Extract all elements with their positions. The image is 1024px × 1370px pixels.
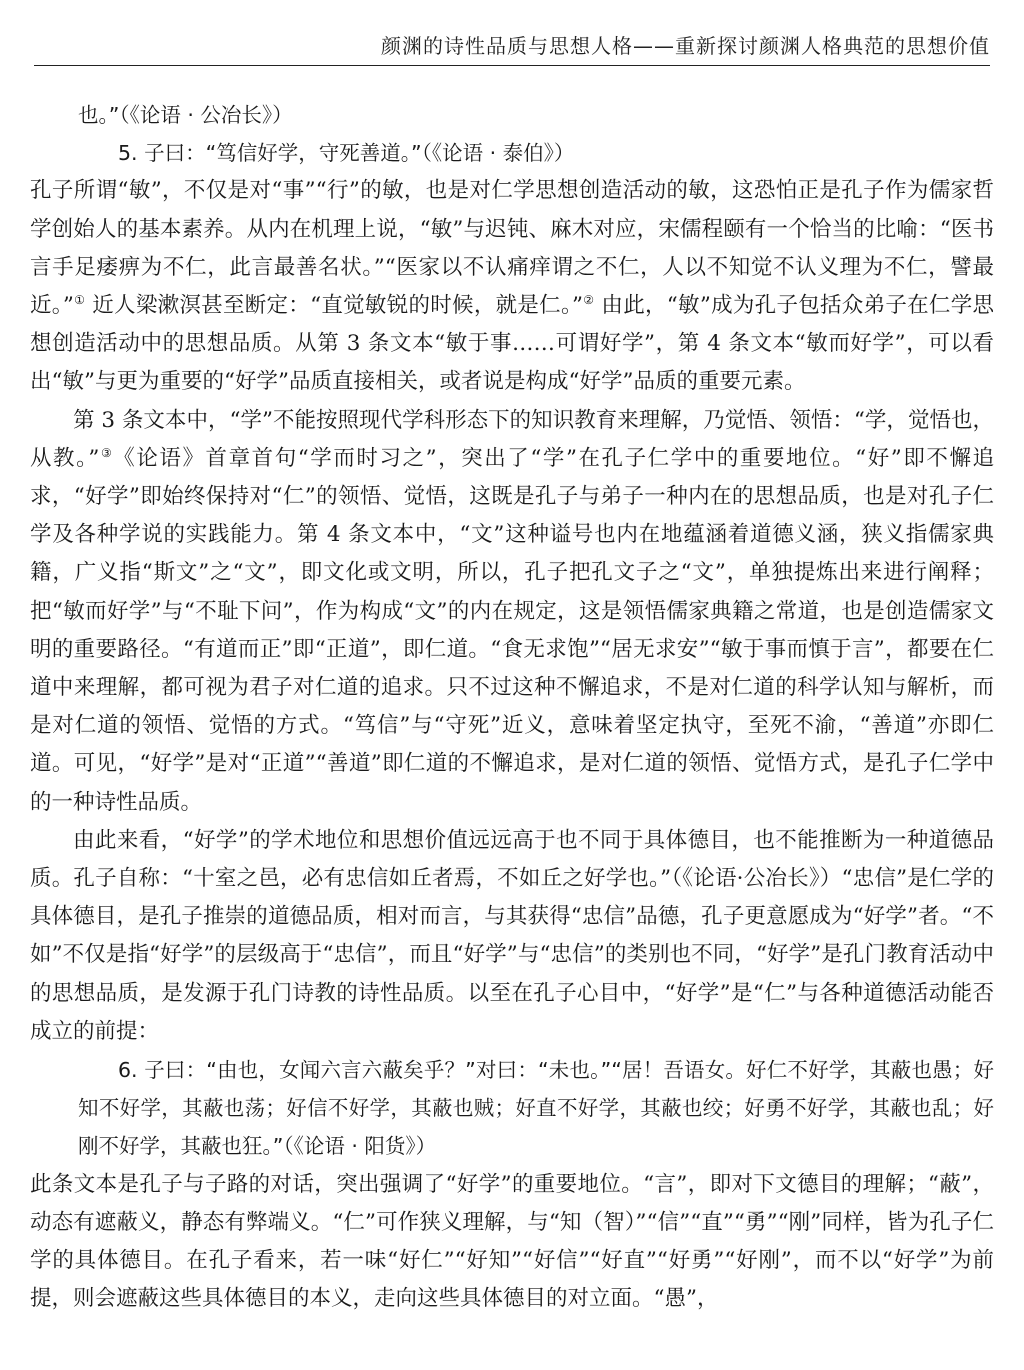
- paragraph-haoxue: [30, 402, 994, 822]
- paragraph-haoxue-text-2: 《论语》首章首句“学而时习之”，突出了“学”在孔子仁学中的重要地位。“好”即不懈追求，“好学”即始终保持对“仁”的领悟、觉悟，这既是孔子与弟子一种内在的思想品质，也是对孔子仁学及各种学说的实践能力。第 4 条文本中，“文”这种谥号也内在地蕴涵着道德义涵，狭义指儒家典籍，广义指“斯文”之“文”，即文化或文明，所以，孔子把孔文子之“文”，单独提炼出来进行阐释；把“敏而好学”与“不耻下问”，作为构成“文”的内在规定，这是领悟儒家典籍之常道，也是创造儒家文明的重要路径。“有道而正”即“正道”，即仁道。“食无求饱”“居无求安”“敏于事而慎于言”，都要在仁道中来理解，都可视为君子对仁道的追求。只不过这种不懈追求，不是对仁道的科学认知与解析，而是对仁道的领悟、觉悟的方式。“笃信”与“守死”近义，意味着坚定执守，至死不渝，“善道”亦即仁道。可见，“好学”是对“正道”“善道”即仁道的不懈追求，是对仁道的领悟、觉悟方式，是孔子仁学中的一种诗性品质。: [30, 445, 994, 815]
- footnote-marker-2[interactable]: ②: [582, 293, 595, 308]
- running-header: 颜渊的诗性品质与思想人格——重新探讨颜渊人格典范的思想价值: [34, 30, 990, 66]
- paragraph-haoxue-text-1: 第 3 条文本中，“学”不能按照现代学科形态下的知识教育来理解，乃觉悟、领悟：“学，觉悟也，从教。”: [30, 407, 994, 471]
- paragraph-youcilaikan: 由此来看，“好学”的学术地位和思想价值远远高于也不同于具体德目，也不能推断为一种道德品质。孔子自称：“十室之邑，必有忠信如丘者焉，不如丘之好学也。”（《论语·公冶长》）“忠信”是仁学的具体德目，是孔子推崇的道德品质，相对而言，与其获得“忠信”品德，孔子更意愿成为“好学”者。“不如”不仅是指“好学”的层级高于“忠信”，而且“好学”与“忠信”的类别也不同，“好学”是孔门教育活动中的思想品质，是发源于孔门诗教的诗性品质。以至在孔子心目中，“好学”是“仁”与各种道德活动能否成立的前提：: [30, 827, 994, 1044]
- footnote-marker-3[interactable]: ③: [99, 445, 114, 460]
- footnote-marker-1[interactable]: ①: [73, 293, 86, 308]
- paragraph-min-text-2: 近人梁漱溟甚至断定：“直觉敏锐的时候，就是仁。”: [85, 293, 583, 319]
- paragraph-min-text-1: 孔子所谓“敏”，不仅是对“事”“行”的敏，也是对仁学思想创造活动的敏，这恐怕正是孔子作为儒家哲学创始人的基本素养。从内在机理上说，“敏”与迟钝、麻木对应，宋儒程颐有一个恰当的比喻：“医书言手足痿痹为不仁，此言最善名状。”“医家以不认痛痒谓之不仁，人以不知觉不认义理为不仁，譬最近。”: [30, 178, 994, 319]
- paragraph-min-text-3: 由此，“敏”成为孔子包括众弟子在仁学思想创造活动中的思想品质。从第 3 条文本“敏于事……可谓好学”，第 4 条文本“敏而好学”，可以看出“敏”与更为重要的“好学”品质直接相关，或者说是构成“好学”品质的重要元素。: [30, 293, 994, 395]
- quote-5: 5. 子曰：“笃信好学，守死善道。”（《论语 · 泰伯》）: [118, 141, 575, 166]
- paragraph-zilu: 此条文本是孔子与子路的对话，突出强调了“好学”的重要地位。“言”，即对下文德目的理解；“蔽”，动态有遮蔽义，静态有弊端义。“仁”可作狭义理解，与“知（智）”“信”“直”“勇”“刚”同样，皆为孔子仁学的具体德目。在孔子看来，若一味“好仁”“好知”“好信”“好直”“好勇”“好刚”，而不以“好学”为前提，则会遮蔽这些具体德目的本义，走向这些具体德目的对立面。“愚”，: [30, 1171, 995, 1312]
- paragraph-min: [30, 172, 994, 401]
- page-body: [30, 96, 994, 1319]
- quote-6: 6. 子曰：“由也，女闻六言六蔽矣乎？”对曰：“未也。”“居！吾语女。好仁不好学，其蔽也愚；好知不好学，其蔽也荡；好信不好学，其蔽也贼；好直不好学，其蔽也绞；好勇不好学，其蔽也乱；好刚不好学，其蔽也狂。”（《论语 · 阳货》）: [78, 1058, 994, 1159]
- quote-continuation: 也。”（《论语 · 公冶长》）: [78, 103, 293, 127]
